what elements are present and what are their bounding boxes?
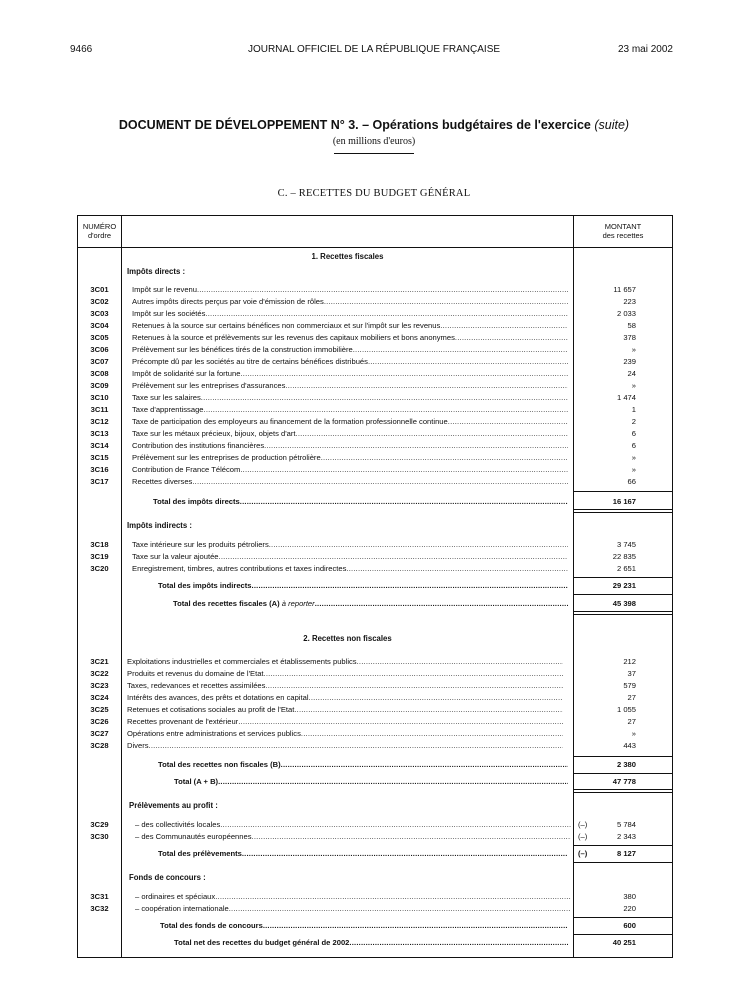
table-row xyxy=(78,819,672,831)
subtotal-rule xyxy=(574,577,672,578)
row-amount: 27 xyxy=(627,717,636,726)
table-row xyxy=(78,320,672,332)
row-amount: 22 835 xyxy=(612,552,636,561)
title-rule xyxy=(334,153,414,154)
grand-total-label: Total net des recettes du budget général de 2002 ..... xyxy=(174,937,568,949)
row-amount: » xyxy=(631,345,636,354)
group-heading xyxy=(78,520,672,532)
row-amount: 443 xyxy=(623,741,636,750)
row-amount: 212 xyxy=(623,657,636,666)
heading-non-fiscal: 2. Recettes non fiscales xyxy=(303,634,392,643)
row-amount: 1 474 xyxy=(616,393,636,402)
table-row xyxy=(78,308,672,320)
table-row xyxy=(78,692,672,704)
table-row xyxy=(78,380,672,392)
row-code: 3C08 xyxy=(90,369,109,378)
table-row xyxy=(78,680,672,692)
row-label: Recettes provenant de l'extérieur ..... xyxy=(127,716,563,728)
row-amount: 27 xyxy=(627,693,636,702)
total-amount: 600 xyxy=(623,921,636,930)
table-row xyxy=(78,704,672,716)
total-row xyxy=(78,580,672,592)
table-row xyxy=(78,392,672,404)
table-row xyxy=(78,831,672,843)
total-rule xyxy=(574,611,672,615)
subtotal-rule xyxy=(574,594,672,595)
row-label: Opérations entre administrations et services publics ..... xyxy=(127,728,563,740)
group-levies: Prélèvements au profit : xyxy=(129,801,218,810)
row-label: – coopération internationale ..... xyxy=(135,903,571,915)
row-label: Contribution des institutions financières ..... xyxy=(132,440,568,452)
group-heading xyxy=(78,800,672,812)
total-amount: 2 380 xyxy=(616,760,636,769)
table-row xyxy=(78,716,672,728)
row-amount: 2 343 xyxy=(616,832,636,841)
row-code: 3C21 xyxy=(90,657,109,666)
row-label: Taxes, redevances et recettes assimilées ..... xyxy=(127,680,563,692)
row-label: Taxe sur la valeur ajoutée ..... xyxy=(132,551,568,563)
row-code: 3C07 xyxy=(90,357,109,366)
row-code: 3C01 xyxy=(90,285,109,294)
total-row xyxy=(78,776,672,788)
row-amount: 220 xyxy=(623,904,636,913)
section-heading xyxy=(78,633,672,645)
row-code: 3C17 xyxy=(90,477,109,486)
row-amount: » xyxy=(631,453,636,462)
table-row xyxy=(78,903,672,915)
table-row xyxy=(78,551,672,563)
total-amount: 29 231 xyxy=(612,581,636,590)
total-rule xyxy=(574,789,672,793)
row-code: 3C26 xyxy=(90,717,109,726)
row-code: 3C04 xyxy=(90,321,109,330)
total-label: Total (A + B) ..... xyxy=(174,776,568,788)
row-amount: 2 651 xyxy=(616,564,636,573)
document-title xyxy=(0,118,748,132)
row-amount: 223 xyxy=(623,297,636,306)
header-divider xyxy=(78,247,672,248)
negative-sign: (–) xyxy=(578,832,588,841)
row-amount: 239 xyxy=(623,357,636,366)
row-amount: 1 xyxy=(631,405,636,414)
subtotal-rule xyxy=(574,845,672,846)
subtotal-rule xyxy=(574,862,672,863)
grand-total-amount: 40 251 xyxy=(612,938,636,947)
document-title-suite: (suite) xyxy=(594,118,630,132)
row-label: Impôt de solidarité sur la fortune ..... xyxy=(132,368,568,380)
row-amount: » xyxy=(631,729,636,738)
total-row xyxy=(78,848,672,860)
row-code: 3C09 xyxy=(90,381,109,390)
table-row xyxy=(78,740,672,752)
row-label: Contribution de France Télécom ..... xyxy=(132,464,568,476)
row-code: 3C28 xyxy=(90,741,109,750)
row-label: Retenues à la source et prélèvements sur les revenus des capitaux mobiliers et bons anonymes ..... xyxy=(132,332,568,344)
row-label: Impôt sur les sociétés ..... xyxy=(132,308,568,320)
subtotal-rule xyxy=(574,934,672,935)
receipts-table xyxy=(77,215,673,958)
table-row xyxy=(78,416,672,428)
row-label: Prélèvement sur les bénéfices tirés de la construction immobilière ..... xyxy=(132,344,568,356)
table-row xyxy=(78,539,672,551)
section-heading xyxy=(78,251,672,263)
row-amount: 66 xyxy=(627,477,636,486)
total-row xyxy=(78,759,672,771)
row-code: 3C05 xyxy=(90,333,109,342)
header-num-line2: d'ordre xyxy=(87,231,112,240)
total-label: Total des recettes non fiscales (B) ..... xyxy=(158,759,568,771)
row-label: Retenues à la source sur certains bénéfices non commerciaux et sur l'impôt sur les revenus ..... xyxy=(132,320,568,332)
header-amt-line2: des recettes xyxy=(602,231,644,240)
row-label: – des collectivités locales ..... xyxy=(135,819,571,831)
row-code: 3C18 xyxy=(90,540,109,549)
row-code: 3C32 xyxy=(90,904,109,913)
row-code: 3C12 xyxy=(90,417,109,426)
row-amount: 579 xyxy=(623,681,636,690)
row-code: 3C10 xyxy=(90,393,109,402)
row-label: Prélèvement sur les entreprises d'assurances ..... xyxy=(132,380,568,392)
row-code: 3C29 xyxy=(90,820,109,829)
row-label: Autres impôts directs perçus par voie d'émission de rôles ..... xyxy=(132,296,568,308)
row-amount: 378 xyxy=(623,333,636,342)
subtotal-rule xyxy=(574,917,672,918)
table-row xyxy=(78,428,672,440)
row-label: Taxe intérieure sur les produits pétroliers ..... xyxy=(132,539,568,551)
total-row xyxy=(78,920,672,932)
row-code: 3C20 xyxy=(90,564,109,573)
row-label: Recettes diverses ..... xyxy=(132,476,568,488)
row-code: 3C30 xyxy=(90,832,109,841)
row-amount: 2 033 xyxy=(616,309,636,318)
row-amount: » xyxy=(631,381,636,390)
row-amount: 11 657 xyxy=(613,285,636,294)
column-header-number xyxy=(78,222,121,240)
row-code: 3C13 xyxy=(90,429,109,438)
section-title: C. – RECETTES DU BUDGET GÉNÉRAL xyxy=(277,188,471,199)
row-label: – des Communautés européennes ..... xyxy=(135,831,571,843)
subtotal-rule xyxy=(574,491,672,492)
row-label: Exploitations industrielles et commerciales et établissements publics ..... xyxy=(127,656,563,668)
total-label: Total des impôts indirects ..... xyxy=(158,580,568,592)
total-label-text: Total des recettes fiscales (A) xyxy=(173,599,280,608)
total-amount: 45 398 xyxy=(612,599,636,608)
total-row xyxy=(78,937,672,949)
row-amount: 2 xyxy=(631,417,636,426)
total-label: Total des prélèvements ..... xyxy=(158,848,568,860)
row-label: Prélèvement sur les entreprises de production pétrolière ..... xyxy=(132,452,568,464)
table-row xyxy=(78,404,672,416)
header-amt-line1: MONTANT xyxy=(604,222,642,231)
row-label: Impôt sur le revenu ..... xyxy=(132,284,568,296)
row-code: 3C31 xyxy=(90,892,109,901)
total-row xyxy=(78,598,672,610)
row-code: 3C15 xyxy=(90,453,109,462)
row-label: Précompte dû par les sociétés au titre de certains bénéfices distribués ..... xyxy=(132,356,568,368)
page-number: 9466 xyxy=(70,44,93,55)
row-amount: 24 xyxy=(627,369,636,378)
row-code: 3C16 xyxy=(90,465,109,474)
row-code: 3C24 xyxy=(90,693,109,702)
group-heading xyxy=(78,872,672,884)
table-row xyxy=(78,344,672,356)
group-indirect-taxes: Impôts indirects : xyxy=(127,521,192,530)
row-amount: 6 xyxy=(631,429,636,438)
table-row xyxy=(78,668,672,680)
total-label: Total des fonds de concours ..... xyxy=(160,920,568,932)
heading-fiscal: 1. Recettes fiscales xyxy=(311,252,384,261)
total-label xyxy=(173,598,568,610)
table-row xyxy=(78,452,672,464)
row-label: Taxe sur les métaux précieux, bijoux, objets d'art ..... xyxy=(132,428,568,440)
row-amount: 6 xyxy=(631,441,636,450)
row-code: 3C03 xyxy=(90,309,109,318)
row-label: – ordinaires et spéciaux ..... xyxy=(135,891,571,903)
negative-sign: (–) xyxy=(578,820,588,829)
total-rule xyxy=(574,509,672,513)
subtotal-rule xyxy=(574,756,672,757)
unit-note: (en millions d'euros) xyxy=(332,136,416,147)
row-code: 3C02 xyxy=(90,297,109,306)
row-amount: 1 055 xyxy=(616,705,636,714)
total-amount: 47 778 xyxy=(612,777,636,786)
table-row xyxy=(78,296,672,308)
row-amount: » xyxy=(631,465,636,474)
row-code: 3C14 xyxy=(90,441,109,450)
total-amount: 8 127 xyxy=(616,849,636,858)
group-heading xyxy=(78,266,672,278)
document-title-main: DOCUMENT DE DÉVELOPPEMENT N° 3. – Opérations budgétaires de l'exercice xyxy=(118,118,591,132)
row-code: 3C23 xyxy=(90,681,109,690)
group-direct-taxes: Impôts directs : xyxy=(127,267,186,276)
table-row xyxy=(78,440,672,452)
table-row xyxy=(78,728,672,740)
journal-title: JOURNAL OFFICIEL DE LA RÉPUBLIQUE FRANÇAISE xyxy=(247,44,501,55)
row-label: Divers ..... xyxy=(127,740,563,752)
subtotal-rule xyxy=(574,773,672,774)
row-amount: 380 xyxy=(623,892,636,901)
table-row xyxy=(78,368,672,380)
row-amount: 5 784 xyxy=(616,820,636,829)
row-amount: 3 745 xyxy=(616,540,636,549)
row-label: Taxe sur les salaires ..... xyxy=(132,392,568,404)
row-label: Intérêts des avances, des prêts et dotations en capital ..... xyxy=(127,692,563,704)
total-row xyxy=(78,496,672,508)
header-num-line1: NUMÉRO xyxy=(82,222,117,231)
carry-forward-note: à reporter xyxy=(281,599,315,608)
row-code: 3C19 xyxy=(90,552,109,561)
row-label: Retenues et cotisations sociales au profit de l'Etat ..... xyxy=(127,704,563,716)
table-row xyxy=(78,356,672,368)
column-header-amount xyxy=(574,222,672,240)
group-fonds-concours: Fonds de concours : xyxy=(129,873,206,882)
table-row xyxy=(78,891,672,903)
row-label: Taxe de participation des employeurs au financement de la formation professionnelle continue ..... xyxy=(132,416,568,428)
row-label: Taxe d'apprentissage ..... xyxy=(132,404,568,416)
row-label: Produits et revenus du domaine de l'Etat ..... xyxy=(127,668,563,680)
total-label: Total des impôts directs ..... xyxy=(153,496,568,508)
row-amount: 37 xyxy=(627,669,636,678)
table-row xyxy=(78,332,672,344)
table-row xyxy=(78,656,672,668)
row-label: Enregistrement, timbres, autres contributions et taxes indirectes ..... xyxy=(132,563,568,575)
row-amount: 58 xyxy=(627,321,636,330)
row-code: 3C06 xyxy=(90,345,109,354)
table-row xyxy=(78,476,672,488)
row-code: 3C11 xyxy=(90,405,109,414)
negative-sign: (–) xyxy=(578,849,588,858)
issue-date: 23 mai 2002 xyxy=(617,44,673,55)
row-code: 3C22 xyxy=(90,669,109,678)
row-code: 3C25 xyxy=(90,705,109,714)
table-row xyxy=(78,284,672,296)
total-amount: 16 167 xyxy=(612,497,636,506)
row-code: 3C27 xyxy=(90,729,109,738)
table-row xyxy=(78,464,672,476)
table-row xyxy=(78,563,672,575)
